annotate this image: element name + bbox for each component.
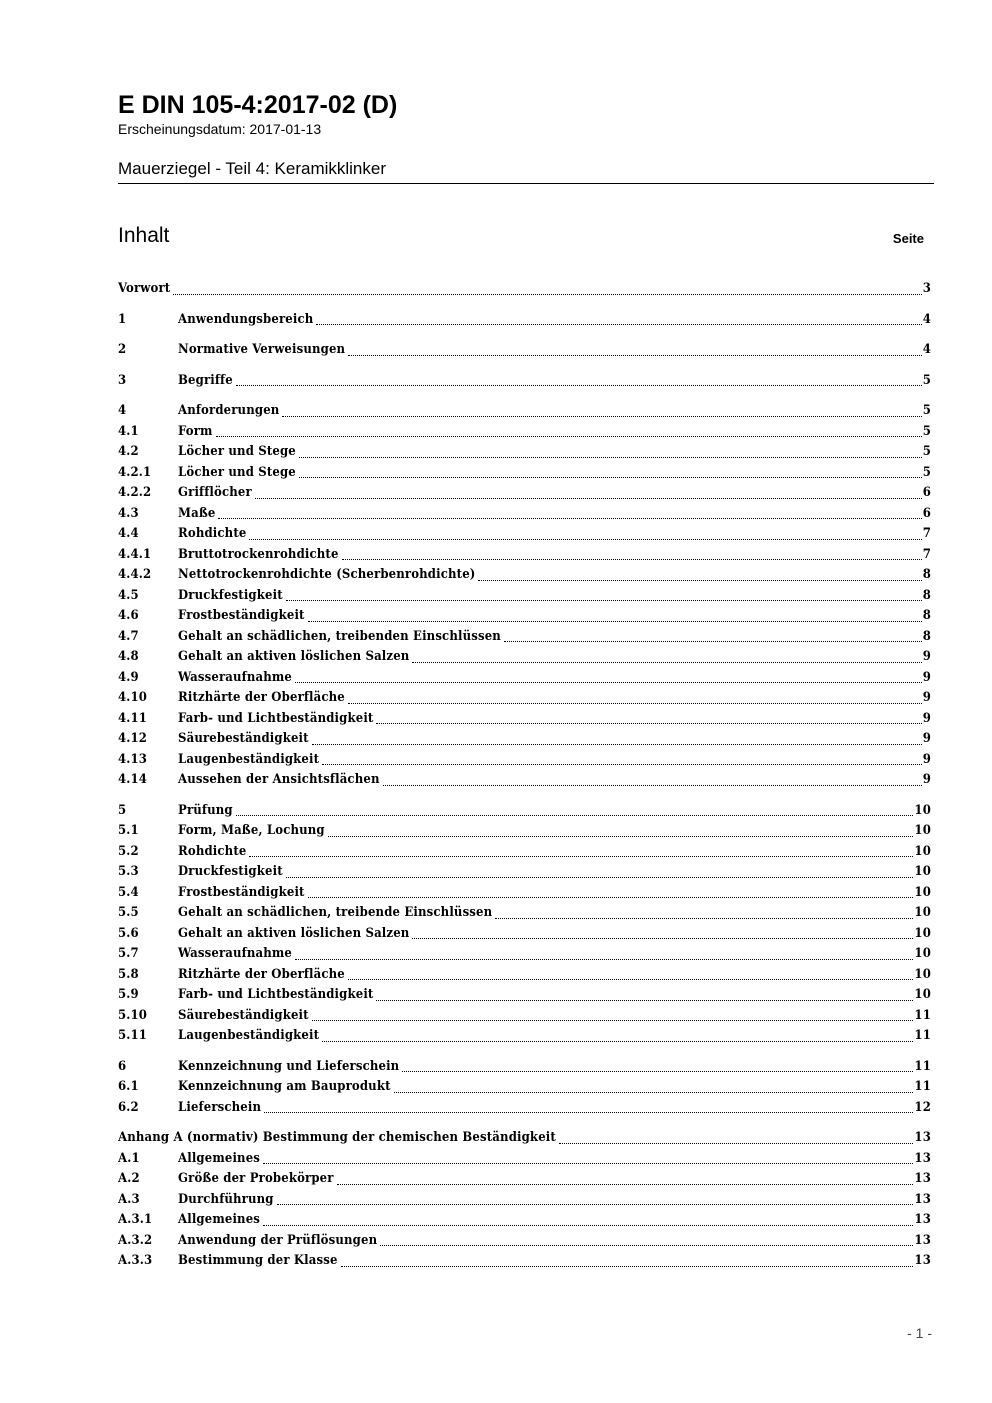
toc-entry-title: Ritzhärte der Oberfläche — [178, 690, 345, 705]
toc-entry-number: 5 — [118, 802, 127, 818]
toc-entry-number: 5.1 — [118, 823, 139, 838]
toc-entry-number: 1 — [118, 311, 127, 327]
toc-entry-page: 11 — [914, 1007, 931, 1023]
toc-dot-leader — [263, 1224, 913, 1226]
toc-entry-page: 3 — [922, 281, 931, 296]
toc-entry-number: 5.6 — [118, 925, 139, 941]
toc-entry[interactable] — [118, 545, 931, 566]
toc-entry-number: 5.5 — [118, 905, 139, 920]
toc-heading: Inhalt — [118, 224, 170, 247]
toc-dot-leader — [376, 722, 921, 724]
toc-entry-number: 5.3 — [118, 864, 139, 879]
toc-entry-title: Ritzhärte der Oberfläche — [178, 966, 345, 982]
toc-entry-number: 4 — [118, 403, 127, 418]
toc-entry-title: Form, Maße, Lochung — [178, 823, 325, 838]
toc-entry-number: 4.3 — [118, 505, 139, 521]
toc-entry-page: 5 — [922, 464, 931, 480]
toc-page-column-label: Seite — [892, 231, 924, 246]
toc-entry-title: Allgemeines — [178, 1212, 261, 1227]
toc-entry[interactable] — [118, 1190, 931, 1211]
toc-dot-leader — [504, 640, 922, 642]
toc-entry-page: 10 — [914, 946, 931, 961]
toc-entry-number: 6.1 — [118, 1079, 139, 1094]
toc-dot-leader — [255, 497, 922, 499]
toc-dot-leader — [412, 661, 921, 663]
toc-entry-title: Wasseraufnahme — [178, 669, 292, 685]
toc-entry[interactable] — [118, 647, 931, 668]
toc-entry[interactable] — [118, 1149, 931, 1170]
toc-entry-page: 13 — [914, 1150, 931, 1166]
toc-entry-title: Farb- und Lichtbeständigkeit — [178, 987, 374, 1002]
toc-entry-number: 4.14 — [118, 772, 148, 787]
toc-entry-title: Gehalt an aktiven löslichen Salzen — [178, 925, 410, 941]
toc-dot-leader — [478, 579, 921, 581]
toc-entry-page: 13 — [914, 1171, 931, 1186]
toc-entry[interactable] — [118, 1251, 931, 1272]
toc-entry[interactable] — [118, 1077, 931, 1098]
toc-dot-leader — [218, 517, 921, 519]
toc-entry-page: 13 — [914, 1191, 931, 1207]
toc-dot-leader — [286, 876, 914, 878]
toc-entry[interactable] — [118, 750, 931, 771]
toc-entry-number: 5.11 — [118, 1028, 148, 1043]
toc-entry-number: 4.4.2 — [118, 567, 152, 582]
toc-entry-number: 5.10 — [118, 1007, 148, 1023]
toc-entry-title: Kennzeichnung und Lieferschein — [178, 1058, 400, 1074]
toc-entry-number: A.3.3 — [118, 1253, 153, 1268]
toc-dot-leader — [295, 958, 913, 960]
toc-entry-number: 6 — [118, 1058, 127, 1074]
toc-entry-number: 5.7 — [118, 946, 139, 961]
toc-entry[interactable] — [118, 688, 931, 709]
toc-dot-leader — [394, 1091, 914, 1093]
toc-entry[interactable] — [118, 801, 931, 822]
toc-entry-title: Säurebeständigkeit — [178, 1007, 309, 1023]
toc-entry[interactable] — [118, 965, 931, 986]
toc-entry[interactable] — [118, 1210, 931, 1231]
toc-dot-leader — [216, 435, 922, 437]
toc-dot-leader — [236, 384, 922, 386]
toc-entry-number: 4.13 — [118, 751, 148, 767]
toc-entry-page: 10 — [914, 966, 931, 982]
toc-entry-title: Lieferschein — [178, 1099, 262, 1115]
toc-dot-leader — [559, 1142, 913, 1144]
toc-dot-leader — [328, 835, 914, 837]
toc-entry-number: 5.8 — [118, 966, 139, 982]
toc-entry-page: 13 — [914, 1232, 931, 1248]
toc-entry-title: Anwendungsbereich — [178, 311, 314, 327]
toc-entry-title: Laugenbeständigkeit — [178, 751, 320, 767]
publication-date: Erscheinungsdatum: 2017-01-13 — [118, 121, 322, 137]
toc-entry-page: 10 — [914, 843, 931, 859]
toc-entry-title: Löcher und Stege — [178, 464, 296, 480]
toc-entry[interactable] — [118, 944, 931, 965]
toc-entry[interactable] — [118, 279, 931, 300]
toc-entry-title: Gehalt an aktiven löslichen Salzen — [178, 649, 410, 664]
toc-entry-title: Aussehen der Ansichtsflächen — [178, 772, 380, 787]
toc-dot-leader — [299, 456, 922, 458]
toc-entry-number: 4.4 — [118, 526, 139, 541]
toc-entry-page: 8 — [922, 587, 931, 603]
toc-entry-page: 10 — [914, 802, 931, 818]
toc-entry-title: Rohdichte — [178, 843, 247, 859]
toc-entry-title: Gehalt an schädlichen, treibenden Einschlüssen — [178, 628, 501, 644]
toc-entry[interactable] — [118, 565, 931, 586]
toc-dot-leader — [337, 1183, 914, 1185]
toc-entry-number: 4.10 — [118, 690, 148, 705]
toc-dot-leader — [380, 1244, 913, 1246]
toc-entry-page: 5 — [922, 423, 931, 439]
toc-entry-number: 3 — [118, 372, 127, 388]
toc-entry-page: 10 — [914, 905, 931, 920]
toc-entry[interactable] — [118, 924, 931, 945]
toc-dot-leader — [495, 917, 913, 919]
toc-entry-page: 6 — [922, 505, 931, 521]
toc-entry-title: Rohdichte — [178, 526, 247, 541]
toc-entry[interactable] — [118, 524, 931, 545]
toc-entry-page: 10 — [914, 823, 931, 838]
toc-entry[interactable] — [118, 340, 931, 361]
toc-entry-page: 8 — [922, 608, 931, 623]
toc-dot-leader — [249, 538, 921, 540]
toc-entry-page: 4 — [922, 342, 931, 357]
toc-entry[interactable] — [118, 903, 931, 924]
toc-entry[interactable] — [118, 770, 931, 791]
toc-entry-page: 10 — [914, 987, 931, 1002]
toc-entry-page: 11 — [914, 1028, 931, 1043]
toc-entry-number: 4.5 — [118, 587, 139, 603]
toc-entry[interactable] — [118, 1169, 931, 1190]
toc-entry[interactable] — [118, 483, 931, 504]
toc-entry-title: Anhang A (normativ) Bestimmung der chemischen Beständigkeit — [118, 1130, 556, 1145]
toc-entry-title: Nettotrockenrohdichte (Scherbenrohdichte) — [178, 567, 476, 582]
toc-entry-number: 4.8 — [118, 649, 139, 664]
toc-entry-title: Größe der Probekörper — [178, 1171, 334, 1186]
toc-entry-title: Durchführung — [178, 1191, 274, 1207]
toc-entry-number: 6.2 — [118, 1099, 139, 1115]
toc-entry[interactable] — [118, 709, 931, 730]
toc-entry-title: Säurebeständigkeit — [178, 731, 309, 746]
toc-dot-leader — [299, 476, 922, 478]
toc-entry-number: 4.7 — [118, 628, 139, 644]
toc-entry-page: 13 — [914, 1130, 931, 1145]
toc-entry-number: A.3.1 — [118, 1212, 153, 1227]
toc-entry[interactable] — [118, 1057, 931, 1078]
toc-entry-title: Prüfung — [178, 802, 233, 818]
toc-entry-number: 4.6 — [118, 608, 139, 623]
toc-dot-leader — [322, 763, 922, 765]
toc-entry-title: Anwendung der Prüflösungen — [178, 1232, 378, 1248]
toc-entry-page: 4 — [922, 311, 931, 327]
toc-dot-leader — [341, 1265, 914, 1267]
toc-entry-title: Grifflöcher — [178, 485, 252, 500]
toc-entry-page: 12 — [914, 1099, 931, 1115]
toc-entry[interactable] — [118, 842, 931, 863]
toc-entry-page: 9 — [922, 669, 931, 685]
toc-entry[interactable] — [118, 862, 931, 883]
toc-entry[interactable] — [118, 1231, 931, 1252]
toc-entry[interactable] — [118, 1128, 931, 1149]
toc-entry-page: 11 — [914, 1079, 931, 1094]
toc-entry-title: Laugenbeständigkeit — [178, 1028, 320, 1043]
toc-entry[interactable] — [118, 442, 931, 463]
toc-entry-number: A.1 — [118, 1150, 140, 1166]
toc-entry-number: 4.4.1 — [118, 546, 152, 562]
toc-entry-page: 10 — [914, 925, 931, 941]
page-number: - 1 - — [907, 1325, 932, 1341]
toc-entry-number: 5.2 — [118, 843, 139, 859]
toc-entry-number: A.3 — [118, 1191, 140, 1207]
toc-entry-number: 4.1 — [118, 423, 139, 439]
toc-entry-title: Druckfestigkeit — [178, 864, 283, 879]
toc-entry[interactable] — [118, 1006, 931, 1027]
toc-entry-title: Druckfestigkeit — [178, 587, 283, 603]
toc-entry-title: Frostbeständigkeit — [178, 884, 305, 900]
toc-entry-page: 7 — [922, 546, 931, 562]
toc-dot-leader — [342, 558, 922, 560]
toc-entry-page: 5 — [922, 372, 931, 388]
toc-entry-title: Form — [178, 423, 213, 439]
toc-entry-number: 4.11 — [118, 710, 148, 726]
toc-entry[interactable] — [118, 401, 931, 422]
toc-entry[interactable] — [118, 371, 931, 392]
toc-entry-page: 6 — [922, 485, 931, 500]
toc-entry-page: 8 — [922, 628, 931, 644]
toc-entry-page: 9 — [922, 772, 931, 787]
toc-entry[interactable] — [118, 606, 931, 627]
toc-entry-title: Normative Verweisungen — [178, 342, 346, 357]
toc-dot-leader — [316, 323, 921, 325]
toc-entry[interactable] — [118, 668, 931, 689]
toc-entry-number: 5.4 — [118, 884, 139, 900]
toc-dot-leader — [348, 702, 922, 704]
toc-entry[interactable] — [118, 729, 931, 750]
toc-entry-page: 9 — [922, 710, 931, 726]
toc-entry-number: 4.2.1 — [118, 464, 152, 480]
toc-entry[interactable] — [118, 463, 931, 484]
toc-entry-page: 9 — [922, 751, 931, 767]
toc-dot-leader — [312, 743, 922, 745]
toc-entry-number: 4.2.2 — [118, 485, 152, 500]
toc-dot-leader — [308, 620, 922, 622]
toc-entry-title: Bestimmung der Klasse — [178, 1253, 338, 1268]
toc-entry-title: Bruttotrockenrohdichte — [178, 546, 339, 562]
toc-entry-number: A.2 — [118, 1171, 140, 1186]
toc-dot-leader — [263, 1162, 913, 1164]
toc-entry-title: Farb- und Lichtbeständigkeit — [178, 710, 374, 726]
toc-entry[interactable] — [118, 586, 931, 607]
toc-entry-number: 5.9 — [118, 987, 139, 1002]
toc-entry-number: 4.2 — [118, 444, 139, 459]
toc-dot-leader — [383, 784, 922, 786]
toc-entry-page: 9 — [922, 649, 931, 664]
toc-dot-leader — [376, 999, 913, 1001]
toc-dot-leader — [308, 896, 914, 898]
toc-entry[interactable] — [118, 883, 931, 904]
document-title: Mauerziegel - Teil 4: Keramikklinker — [118, 158, 934, 184]
toc-entry[interactable] — [118, 422, 931, 443]
toc-dot-leader — [348, 978, 914, 980]
toc-entry-page: 7 — [922, 526, 931, 541]
toc-entry-title: Begriffe — [178, 372, 233, 388]
toc-dot-leader — [249, 855, 913, 857]
toc-entry-page: 13 — [914, 1253, 931, 1268]
toc-dot-leader — [295, 681, 922, 683]
toc-entry-page: 9 — [922, 731, 931, 746]
toc-dot-leader — [412, 937, 913, 939]
toc-entry[interactable] — [118, 1098, 931, 1119]
toc-entry-title: Maße — [178, 505, 216, 521]
toc-entry-title: Wasseraufnahme — [178, 946, 292, 961]
toc-entry-title: Allgemeines — [178, 1150, 261, 1166]
toc-dot-leader — [264, 1111, 913, 1113]
table-of-contents — [118, 279, 931, 1272]
toc-entry-title: Kennzeichnung am Bauprodukt — [178, 1079, 391, 1094]
toc-dot-leader — [277, 1203, 914, 1205]
toc-dot-leader — [348, 354, 921, 356]
toc-entry-title: Vorwort — [118, 281, 171, 296]
toc-entry[interactable] — [118, 821, 931, 842]
toc-entry-number: A.3.2 — [118, 1232, 153, 1248]
toc-entry[interactable] — [118, 627, 931, 648]
toc-entry-page: 13 — [914, 1212, 931, 1227]
toc-dot-leader — [173, 293, 921, 295]
toc-entry-page: 11 — [914, 1058, 931, 1074]
toc-entry-number: 4.9 — [118, 669, 139, 685]
toc-entry[interactable] — [118, 985, 931, 1006]
toc-entry[interactable] — [118, 310, 931, 331]
toc-entry-page: 5 — [922, 444, 931, 459]
toc-entry-title: Frostbeständigkeit — [178, 608, 305, 623]
toc-entry-page: 10 — [914, 884, 931, 900]
toc-entry[interactable] — [118, 1026, 931, 1047]
toc-dot-leader — [322, 1040, 913, 1042]
toc-entry-page: 8 — [922, 567, 931, 582]
toc-dot-leader — [286, 599, 922, 601]
toc-dot-leader — [312, 1019, 914, 1021]
toc-entry-title: Löcher und Stege — [178, 444, 296, 459]
toc-entry[interactable] — [118, 504, 931, 525]
toc-entry-page: 9 — [922, 690, 931, 705]
toc-entry-number: 2 — [118, 342, 127, 357]
toc-dot-leader — [236, 814, 914, 816]
toc-entry-title: Gehalt an schädlichen, treibende Einschlüssen — [178, 905, 493, 920]
toc-entry-page: 10 — [914, 864, 931, 879]
toc-dot-leader — [282, 415, 921, 417]
document-id: E DIN 105-4:2017-02 (D) — [118, 91, 398, 119]
toc-dot-leader — [402, 1070, 913, 1072]
toc-entry-number: 4.12 — [118, 731, 148, 746]
toc-entry-title: Anforderungen — [178, 403, 280, 418]
toc-entry-page: 5 — [922, 403, 931, 418]
